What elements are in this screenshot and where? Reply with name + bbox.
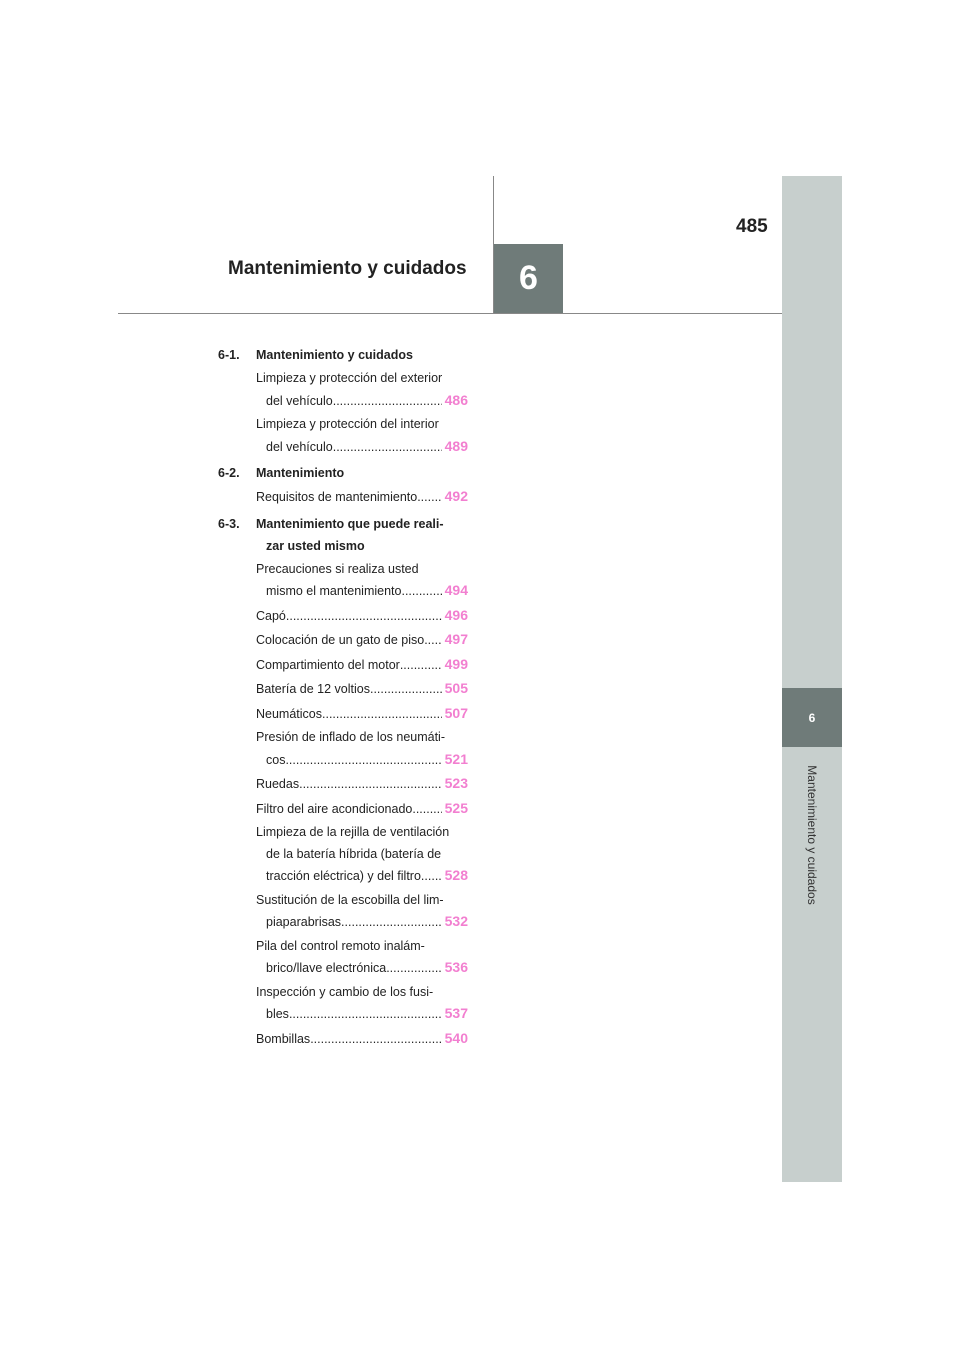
toc-entry-text: Requisitos de mantenimiento	[256, 490, 418, 504]
page-reference-link[interactable]: 532	[444, 913, 468, 929]
toc-entry-text: de la batería híbrida (batería de	[266, 846, 442, 861]
toc-entry-text: Limpieza y protección del interior	[256, 417, 439, 431]
toc-entry[interactable]	[256, 798, 468, 821]
side-tab-bar	[782, 176, 842, 1182]
dot-leader	[424, 630, 441, 652]
chapter-title: Mantenimiento y cuidados	[228, 258, 467, 279]
toc-entry-line	[256, 822, 468, 844]
toc-entry-text: del vehículo	[266, 439, 333, 454]
toc-entry-text: Precauciones si realiza usted	[256, 561, 419, 576]
toc-entry-line	[256, 678, 468, 701]
dot-leader	[333, 391, 442, 413]
section-heading[interactable]	[218, 344, 468, 366]
toc-entry-text: Colocación de un gato de piso	[256, 633, 425, 647]
section-number: 6-1.	[218, 348, 240, 362]
section-title-line: zar usted mismo	[266, 538, 365, 553]
toc-entry[interactable]	[256, 486, 468, 509]
page-reference-link[interactable]: 536	[444, 959, 468, 975]
toc-section	[218, 513, 468, 1051]
dot-leader	[421, 866, 442, 888]
toc-entry-line	[256, 703, 468, 726]
section-number: 6-2.	[218, 466, 240, 480]
toc-entry-line	[256, 844, 468, 866]
dot-leader	[412, 799, 441, 821]
toc-entry[interactable]	[256, 1028, 468, 1051]
toc-entry[interactable]	[256, 559, 468, 603]
page-reference-link[interactable]: 507	[444, 704, 468, 721]
dot-leader	[286, 606, 442, 628]
toc-entry-text: piaparabrisas	[266, 915, 342, 929]
toc-entry-text: Sustitución de la escobilla del lim-	[256, 892, 444, 907]
dot-leader	[400, 655, 442, 677]
page-reference-link[interactable]: 523	[444, 775, 468, 791]
toc-entry[interactable]	[256, 654, 468, 677]
page-reference-link[interactable]: 492	[444, 488, 468, 504]
toc-entry-text: cos	[266, 752, 286, 767]
dot-leader	[417, 487, 441, 509]
dot-leader	[386, 958, 441, 980]
page-number: 485	[736, 216, 768, 237]
toc-entry-line	[256, 936, 468, 958]
toc-entry-text: tracción eléctrica) y del filtro	[266, 869, 421, 883]
toc-entry-text: Ruedas	[256, 777, 300, 791]
toc-entry-line	[256, 1028, 468, 1051]
toc-entry-line	[256, 1003, 468, 1026]
section-heading[interactable]	[218, 513, 468, 557]
toc-entry[interactable]	[256, 890, 468, 934]
toc-entry-text: del vehículo	[266, 393, 333, 408]
dot-leader	[285, 750, 441, 772]
toc-entry[interactable]	[256, 678, 468, 701]
header-horizontal-rule	[118, 313, 782, 314]
toc-entry-line	[256, 773, 468, 796]
toc-entry[interactable]	[256, 773, 468, 796]
section-title-line: Mantenimiento	[256, 466, 345, 480]
section-title-line: Mantenimiento que puede reali-	[256, 516, 444, 531]
toc-entry[interactable]	[256, 727, 468, 771]
toc-entry[interactable]	[256, 703, 468, 726]
dot-leader	[299, 774, 442, 796]
page-reference-link[interactable]: 494	[444, 582, 468, 598]
toc-entry-text: Limpieza de la rejilla de ventilación	[256, 825, 450, 839]
toc-entry-text: Pila del control remoto inalám-	[256, 938, 425, 953]
toc-entry[interactable]	[256, 605, 468, 628]
dot-leader	[341, 912, 442, 934]
page-reference-link[interactable]: 497	[444, 631, 468, 647]
toc-entry-line	[256, 957, 468, 980]
section-heading[interactable]	[218, 462, 468, 484]
toc-entry-line	[256, 559, 468, 581]
toc-entry-line	[256, 865, 468, 888]
side-tab-active-chapter[interactable]: 6	[782, 688, 842, 747]
toc-entry[interactable]	[256, 982, 468, 1026]
dot-leader	[310, 1029, 441, 1051]
toc-entry-line	[256, 890, 468, 912]
toc-entry-line	[256, 749, 468, 772]
chapter-number-box: 6	[494, 244, 563, 313]
toc-entry-line	[256, 727, 468, 749]
toc-entry-line	[256, 798, 468, 821]
section-title-line: Mantenimiento y cuidados	[256, 348, 413, 362]
page-reference-link[interactable]: 499	[444, 655, 468, 672]
toc-entry-text: Bombillas	[256, 1031, 311, 1046]
toc-entry-text: Inspección y cambio de los fusi-	[256, 984, 434, 999]
page-reference-link[interactable]: 489	[444, 437, 468, 454]
toc-entry-line	[256, 654, 468, 677]
dot-leader	[289, 1004, 442, 1026]
table-of-contents	[218, 344, 468, 1054]
dot-leader	[322, 704, 442, 726]
toc-entry-text: bles	[266, 1007, 289, 1021]
toc-entry-text: mismo el mantenimiento	[266, 584, 402, 598]
toc-entry-text: Filtro del aire acondicionado	[256, 801, 413, 816]
toc-entry-line	[256, 486, 468, 509]
toc-entry-line	[256, 390, 468, 413]
toc-entry[interactable]	[256, 822, 468, 888]
page-reference-link[interactable]: 486	[444, 391, 468, 408]
toc-entry[interactable]	[256, 414, 468, 458]
toc-entry-line	[256, 629, 468, 652]
toc-entry-text: Capó	[256, 608, 286, 623]
dot-leader	[333, 437, 442, 459]
side-tab-label: Mantenimiento y cuidados	[805, 765, 819, 905]
toc-entry-text: Batería de 12 voltios	[256, 682, 370, 696]
toc-entry[interactable]	[256, 629, 468, 652]
dot-leader	[370, 679, 442, 701]
toc-entry-line	[256, 368, 468, 390]
page-reference-link[interactable]: 540	[444, 1029, 468, 1046]
toc-entry[interactable]	[256, 936, 468, 980]
toc-entry-text: Presión de inflado de los neumáti-	[256, 730, 446, 744]
toc-entry-line	[256, 436, 468, 459]
toc-entry-line	[256, 414, 468, 436]
dot-leader	[401, 581, 441, 603]
page-reference-link[interactable]: 525	[444, 799, 468, 816]
page-reference-link[interactable]: 521	[444, 750, 468, 767]
page-reference-link[interactable]: 505	[444, 680, 468, 696]
section-number: 6-3.	[218, 516, 240, 531]
toc-entry-text: brico/llave electrónica	[266, 961, 387, 975]
toc-entry-line	[256, 580, 468, 603]
page-reference-link[interactable]: 528	[444, 867, 468, 883]
toc-section	[218, 344, 468, 458]
toc-entry-text: Limpieza y protección del exterior	[256, 371, 443, 385]
page-reference-link[interactable]: 537	[444, 1005, 468, 1021]
toc-entry-text: Neumáticos	[256, 706, 322, 721]
toc-entry-line	[256, 982, 468, 1004]
page-reference-link[interactable]: 496	[444, 606, 468, 623]
toc-entry[interactable]	[256, 368, 468, 412]
toc-section	[218, 462, 468, 509]
toc-entry-line	[256, 605, 468, 628]
toc-entry-text: Compartimiento del motor	[256, 657, 400, 672]
toc-entry-line	[256, 911, 468, 934]
